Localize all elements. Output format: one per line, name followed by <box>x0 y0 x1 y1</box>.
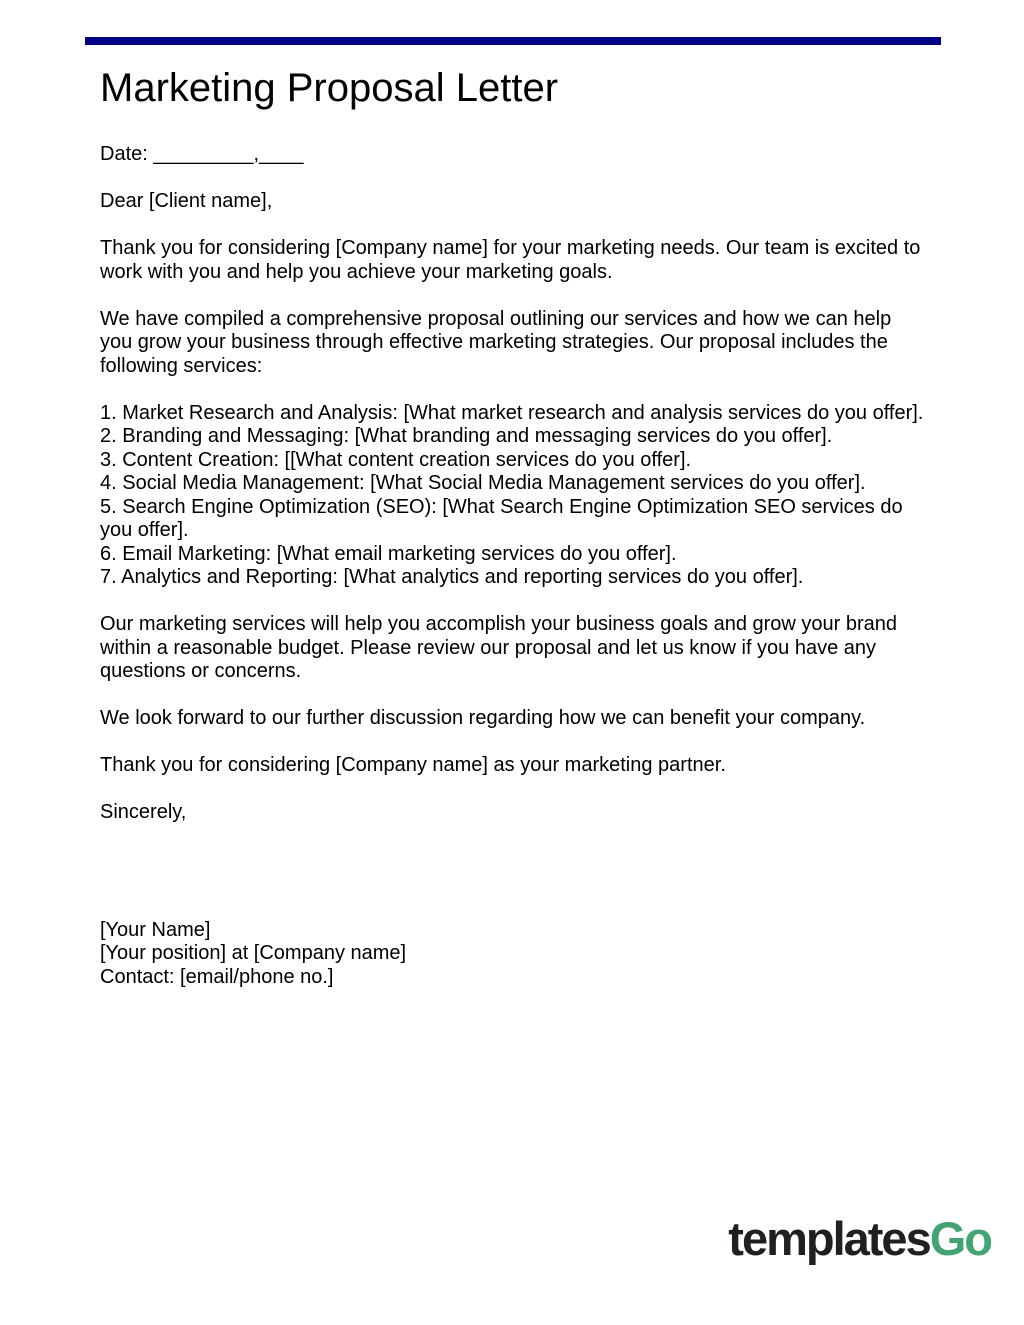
intro-paragraph: Thank you for considering [Company name] for your marketing needs. Our team is excited to work with you and help you achieve your marketing goals. <box>100 237 921 283</box>
logo-text-primary: templates <box>728 1212 930 1265</box>
signature-contact: Contact: [email/phone no.] <box>100 965 334 988</box>
services-list <box>100 402 926 590</box>
salutation: Dear [Client name], <box>100 190 273 212</box>
signature-block <box>100 919 926 990</box>
date-line: Date: _________,____ <box>100 143 304 165</box>
top-accent-bar <box>85 37 941 45</box>
look-forward-paragraph: We look forward to our further discussion regarding how we can benefit your company. <box>100 707 866 729</box>
signature-position: [Your position] at [Company name] <box>100 942 407 964</box>
templatesgo-logo <box>728 1209 991 1269</box>
sign-off: Sincerely, <box>100 801 187 823</box>
service-item-analytics: 7. Analytics and Reporting: [What analytics and reporting services do you offer]. <box>100 566 804 588</box>
signature-name: [Your Name] <box>100 918 211 941</box>
service-item-branding: 2. Branding and Messaging: [What branding and messaging services do you offer]. <box>100 425 833 447</box>
service-item-seo: 5. Search Engine Optimization (SEO): [What Search Engine Optimization SEO services do you offer]. <box>100 495 903 541</box>
proposal-paragraph: We have compiled a comprehensive proposal outlining our services and how we can help you grow your business through effective marketing strategies. Our proposal includes the following services: <box>100 307 892 377</box>
letter-content <box>100 64 926 989</box>
service-item-email-marketing: 6. Email Marketing: [What email marketing services do you offer]. <box>100 542 677 565</box>
thank-you-paragraph: Thank you for considering [Company name] as your marketing partner. <box>100 754 726 776</box>
letter-title: Marketing Proposal Letter <box>100 66 559 110</box>
service-item-market-research: 1. Market Research and Analysis: [What market research and analysis services do you offer]. <box>100 401 924 424</box>
service-item-content-creation: 3. Content Creation: [[What content creation services do you offer]. <box>100 448 692 471</box>
logo-text-accent: Go <box>929 1212 991 1265</box>
benefits-paragraph: Our marketing services will help you accomplish your business goals and grow your brand within a reasonable budget. Please review our proposal and let us know if you have any questions or concerns. <box>100 613 898 682</box>
service-item-social-media: 4. Social Media Management: [What Social Media Management services do you offer]. <box>100 472 866 494</box>
